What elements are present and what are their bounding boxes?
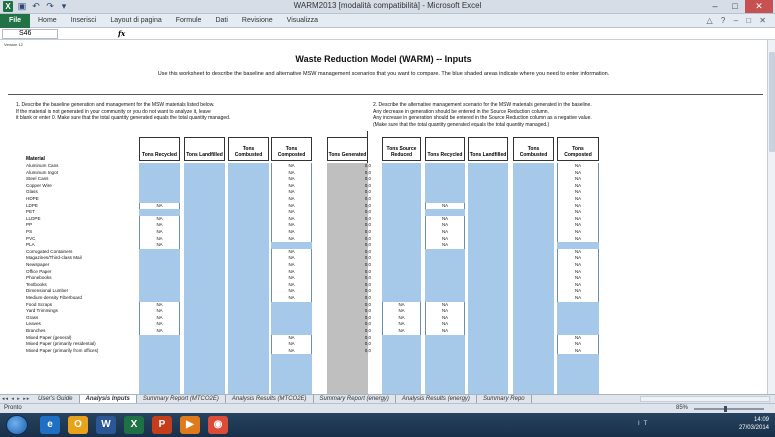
fx-icon[interactable]: fx	[118, 29, 126, 38]
instruction-line: 1. Describe the baseline generation and management for the MSW materials listed below.	[16, 102, 215, 108]
na-cell[interactable]: NA	[271, 163, 312, 170]
input-column-band[interactable]	[382, 163, 421, 394]
na-cell[interactable]: NA	[271, 348, 312, 355]
ribbon-tab[interactable]: Visualizza	[286, 17, 319, 24]
input-column-band[interactable]	[425, 163, 465, 394]
na-cell[interactable]: NA	[139, 222, 180, 229]
media-player-icon[interactable]: ▶	[180, 416, 200, 434]
na-cell[interactable]: NA	[139, 302, 180, 309]
redo-icon[interactable]: ↷	[46, 1, 54, 11]
generated-header: Tons Generated	[327, 137, 368, 161]
generated-value: 0,0	[364, 281, 371, 287]
worksheet[interactable]	[0, 40, 767, 394]
na-cell[interactable]: NA	[425, 328, 465, 335]
column-header: Tons Composted	[271, 137, 312, 161]
material-name: Glass	[26, 189, 38, 195]
scroll-thumb[interactable]	[769, 52, 775, 152]
na-cell[interactable]: NA	[557, 236, 599, 243]
material-name: Mixed Paper (primarily from offices)	[26, 347, 99, 353]
generated-value: 0,0	[364, 189, 371, 195]
na-cell[interactable]: NA	[139, 328, 180, 335]
na-cell[interactable]: NA	[139, 203, 180, 210]
horizontal-scrollbar[interactable]	[640, 396, 770, 402]
na-cell[interactable]: NA	[557, 255, 599, 262]
zoom-slider[interactable]	[694, 408, 764, 410]
sheet-tab[interactable]: Summary Report (MTCO2E)	[137, 395, 226, 403]
close-button[interactable]: ✕	[745, 0, 773, 13]
column-header: Tons Recycled	[139, 137, 180, 161]
na-cell[interactable]: NA	[271, 269, 312, 276]
window-controls	[705, 0, 773, 13]
generated-value: 0,0	[364, 341, 371, 347]
save-icon[interactable]: ▣	[17, 1, 27, 11]
sheet-subtitle: Use this worksheet to describe the baseline and alternative MSW management scenarios that you want to compare. The blue shaded areas indicate where you need to enter information.	[157, 71, 610, 77]
material-name: Food Scraps	[26, 301, 53, 307]
na-cell[interactable]: NA	[271, 229, 312, 236]
na-cell[interactable]: NA	[425, 203, 465, 210]
material-name: Medium-density Fiberboard	[26, 295, 82, 300]
minimize-button[interactable]: –	[712, 1, 718, 11]
na-cell[interactable]: NA	[271, 176, 312, 183]
na-cell[interactable]: NA	[557, 282, 599, 289]
name-box[interactable]: S46	[2, 29, 58, 39]
na-cell[interactable]: NA	[139, 321, 180, 328]
clock-date: 27/03/2014	[738, 425, 769, 431]
column-header: Tons Composted	[557, 137, 599, 161]
generated-value: 0,0	[364, 321, 371, 327]
generated-value: 0,0	[364, 242, 371, 248]
na-cell[interactable]: NA	[271, 249, 312, 256]
material-name: Newspaper	[26, 262, 50, 267]
na-cell[interactable]: NA	[425, 216, 465, 223]
instruction-line: Any increase in generation should be entered in the Source Reduction column as a negative value.	[373, 115, 592, 122]
ribbon-tab[interactable]: Dati	[215, 17, 228, 24]
instruction-line: (Make sure that the total quantity generated equals the total quantity managed.)	[373, 121, 550, 128]
alternative-instructions	[373, 102, 753, 128]
generated-value: 0,0	[364, 288, 371, 294]
sheet-tab[interactable]: Summary Report (energy)	[314, 395, 396, 403]
material-name: Copper Wire	[26, 182, 52, 188]
na-cell[interactable]: NA	[557, 189, 599, 196]
material-name: PET	[26, 209, 35, 215]
na-cell[interactable]: NA	[271, 209, 312, 216]
instruction-line: 2. Describe the alternative management scenario for the MSW materials generated in the baseline.	[373, 102, 592, 108]
material-name: Leaves	[26, 321, 41, 327]
zoom-level[interactable]: 85%	[676, 405, 689, 411]
maximize-button[interactable]: □	[732, 1, 738, 11]
generated-value: 0,0	[364, 308, 371, 314]
input-column-band[interactable]	[184, 163, 225, 394]
clock-time: 14:09	[753, 417, 769, 423]
material-name: Aluminum Ingot	[26, 169, 58, 175]
generated-value: 0,0	[364, 163, 371, 168]
na-cell[interactable]: NA	[425, 229, 465, 236]
generated-value: 0,0	[364, 347, 371, 353]
ribbon-tab[interactable]: Inserisci	[70, 17, 97, 24]
material-name: PS	[26, 229, 33, 234]
na-cell[interactable]: NA	[557, 183, 599, 190]
ribbon-tabs	[0, 14, 775, 28]
generated-value: 0,0	[364, 182, 371, 188]
generated-value: 0,0	[364, 255, 371, 261]
na-cell[interactable]: NA	[425, 302, 465, 309]
generated-value: 0,0	[364, 222, 371, 228]
status-bar	[0, 403, 775, 413]
na-cell[interactable]: NA	[425, 321, 465, 328]
input-column-band[interactable]	[513, 163, 554, 394]
material-name: Aluminum Cans	[26, 163, 59, 168]
sheet-tab[interactable]: Analysis Results (MTCO2E)	[226, 395, 314, 403]
na-cell[interactable]: NA	[557, 216, 599, 223]
na-cell[interactable]: NA	[271, 262, 312, 269]
na-cell[interactable]: NA	[271, 183, 312, 190]
column-header: Tons Landfilled	[184, 137, 225, 161]
material-name: Magazines/Third-class Mail	[26, 255, 82, 261]
material-name: PLA	[26, 242, 35, 248]
ie-icon[interactable]: e	[40, 416, 60, 434]
na-cell[interactable]: NA	[557, 170, 599, 177]
generated-value: 0,0	[364, 235, 371, 241]
material-name: Grass	[26, 314, 39, 320]
na-cell[interactable]: NA	[271, 236, 312, 243]
ribbon-tab[interactable]: Formule	[175, 17, 202, 24]
na-cell[interactable]: NA	[425, 236, 465, 243]
material-name: Mixed Paper (general)	[26, 334, 72, 340]
na-cell[interactable]: NA	[382, 302, 421, 309]
na-cell[interactable]: NA	[557, 341, 599, 348]
generated-value: 0,0	[364, 301, 371, 307]
ribbon-tab[interactable]: Home	[38, 17, 57, 24]
generated-value: 0,0	[364, 202, 371, 208]
column-header: Tons Combusted	[228, 137, 269, 161]
ribbon-tab-list	[38, 14, 325, 28]
na-cell[interactable]: NA	[557, 288, 599, 295]
generated-value: 0,0	[364, 334, 371, 340]
undo-icon[interactable]: ↶	[32, 1, 40, 11]
status-ready: Pronto	[4, 405, 22, 411]
na-cell[interactable]: NA	[271, 288, 312, 295]
material-name: Phonebooks	[26, 275, 52, 281]
na-cell[interactable]: NA	[271, 295, 312, 302]
column-header: Tons Recycled	[425, 137, 465, 161]
instruction-line: If the material is not generated in your community or you do not want to analyze it, leave	[16, 108, 211, 115]
material-name: Steel Cans	[26, 176, 49, 182]
generated-value: 0,0	[364, 215, 371, 221]
na-cell[interactable]: NA	[271, 189, 312, 196]
ribbon-tab[interactable]: Revisione	[241, 17, 273, 24]
sheet-tab[interactable]: Analysis Inputs	[80, 395, 137, 403]
customize-qat-icon[interactable]: ▾	[61, 1, 67, 11]
material-name: PVC	[26, 235, 36, 241]
instruction-line: it blank or enter 0. Make sure that the total quantity generated equals the total quantity managed.	[16, 115, 231, 122]
generated-value: 0,0	[364, 209, 371, 215]
generated-value: 0,0	[364, 169, 371, 175]
na-cell[interactable]: NA	[557, 262, 599, 269]
chrome-icon[interactable]: ◉	[208, 416, 228, 434]
material-name: PP	[26, 222, 33, 228]
input-column-band[interactable]	[468, 163, 508, 394]
material-name: Yard Trimmings	[26, 308, 58, 314]
na-cell[interactable]: NA	[271, 282, 312, 289]
na-cell[interactable]: NA	[557, 176, 599, 183]
na-cell[interactable]: NA	[271, 335, 312, 342]
vertical-scrollbar[interactable]	[767, 40, 775, 394]
generated-value: 0,0	[364, 176, 371, 182]
material-name: LDPE	[26, 202, 39, 208]
input-column-band[interactable]	[228, 163, 269, 394]
na-cell[interactable]: NA	[271, 170, 312, 177]
na-cell[interactable]: NA	[271, 203, 312, 210]
tray-lang[interactable]: IT	[638, 421, 652, 427]
windows-taskbar	[0, 413, 775, 437]
na-cell[interactable]: NA	[271, 216, 312, 223]
na-cell[interactable]: NA	[271, 255, 312, 262]
column-header: Tons Combusted	[513, 137, 554, 161]
sheet-tab[interactable]: Summary Repo	[477, 395, 532, 403]
na-cell[interactable]: NA	[139, 216, 180, 223]
version-label: Version 12	[4, 42, 23, 47]
na-cell[interactable]: NA	[382, 328, 421, 335]
material-name: Textbooks	[26, 281, 47, 287]
na-cell[interactable]: NA	[382, 315, 421, 322]
baseline-instructions	[16, 102, 356, 122]
na-cell[interactable]: NA	[557, 163, 599, 170]
generated-value: 0,0	[364, 268, 371, 274]
excel-logo-icon[interactable]: X	[3, 1, 13, 12]
tray-clock[interactable]	[739, 416, 769, 432]
file-tab[interactable]: File	[0, 14, 30, 28]
na-cell[interactable]: NA	[382, 308, 421, 315]
excel-icon[interactable]: X	[124, 416, 144, 434]
material-name: Office Paper	[26, 268, 52, 274]
na-cell[interactable]: NA	[139, 236, 180, 243]
word-icon[interactable]: W	[96, 416, 116, 434]
sheet-title: Waste Reduction Model (WARM) -- Inputs	[295, 54, 472, 64]
formula-bar	[0, 28, 775, 40]
generated-value: 0,0	[364, 275, 371, 281]
na-cell[interactable]: NA	[425, 222, 465, 229]
separator-line	[8, 94, 763, 95]
input-column-band[interactable]	[139, 163, 180, 394]
na-cell[interactable]: NA	[271, 222, 312, 229]
na-cell[interactable]: NA	[557, 209, 599, 216]
na-cell[interactable]: NA	[557, 203, 599, 210]
na-cell[interactable]: NA	[425, 315, 465, 322]
powerpoint-icon[interactable]: P	[152, 416, 172, 434]
na-cell[interactable]: NA	[557, 222, 599, 229]
title-bar	[0, 0, 775, 14]
na-cell[interactable]: NA	[382, 321, 421, 328]
ribbon-right-icons[interactable]: △ ? – □ ✕	[706, 16, 769, 25]
na-cell[interactable]: NA	[271, 196, 312, 203]
generated-value: 0,0	[364, 262, 371, 267]
material-header: Material	[26, 156, 45, 162]
start-button-icon[interactable]	[6, 415, 28, 435]
ribbon-tab[interactable]: Layout di pagina	[110, 17, 162, 24]
na-cell[interactable]: NA	[271, 275, 312, 282]
sheet-tab-list	[32, 395, 532, 403]
na-cell[interactable]: NA	[557, 348, 599, 355]
material-name: HDPE	[26, 196, 39, 201]
na-cell[interactable]: NA	[139, 242, 180, 249]
na-cell[interactable]: NA	[271, 341, 312, 348]
generated-value: 0,0	[364, 248, 371, 254]
generated-value: 0,0	[364, 314, 371, 320]
na-cell[interactable]: NA	[557, 275, 599, 282]
material-name: Branches	[26, 328, 46, 333]
na-cell[interactable]: NA	[557, 196, 599, 203]
material-name: Dimensional Lumber	[26, 288, 69, 294]
generated-value: 0,0	[364, 328, 371, 333]
material-name: Corrugated Containers	[26, 248, 73, 254]
na-cell[interactable]: NA	[557, 335, 599, 342]
na-cell[interactable]: NA	[425, 242, 465, 249]
na-cell[interactable]: NA	[557, 229, 599, 236]
column-header: Tons Landfilled	[468, 137, 508, 161]
na-cell[interactable]: NA	[139, 229, 180, 236]
sheet-tabs-bar	[0, 394, 775, 403]
na-cell[interactable]: NA	[139, 315, 180, 322]
outlook-icon[interactable]: O	[68, 416, 88, 434]
tab-navigation-icon[interactable]: ◂◂ ◂ ▸ ▸▸	[2, 396, 31, 402]
na-cell[interactable]: NA	[139, 308, 180, 315]
generated-value: 0,0	[364, 196, 371, 201]
sheet-tab[interactable]: User's Guide	[32, 395, 80, 403]
column-header: Tons Source Reduced	[382, 137, 421, 161]
material-name: LLDPE	[26, 215, 41, 221]
na-cell[interactable]: NA	[557, 249, 599, 256]
window-title: WARM2013 [modalità compatibilità] - Microsoft Excel	[293, 1, 482, 10]
generated-value: 0,0	[364, 229, 371, 234]
instruction-line: Any decrease in generation should be entered in the Source Reduction column.	[373, 108, 549, 115]
zoom-knob[interactable]	[724, 406, 727, 412]
na-cell[interactable]: NA	[557, 295, 599, 302]
na-cell[interactable]: NA	[425, 308, 465, 315]
generated-value: 0,0	[364, 295, 371, 300]
material-name: Mixed Paper (primarily residential)	[26, 341, 96, 347]
na-cell[interactable]: NA	[557, 269, 599, 276]
sheet-tab[interactable]: Analysis Results (energy)	[396, 395, 477, 403]
